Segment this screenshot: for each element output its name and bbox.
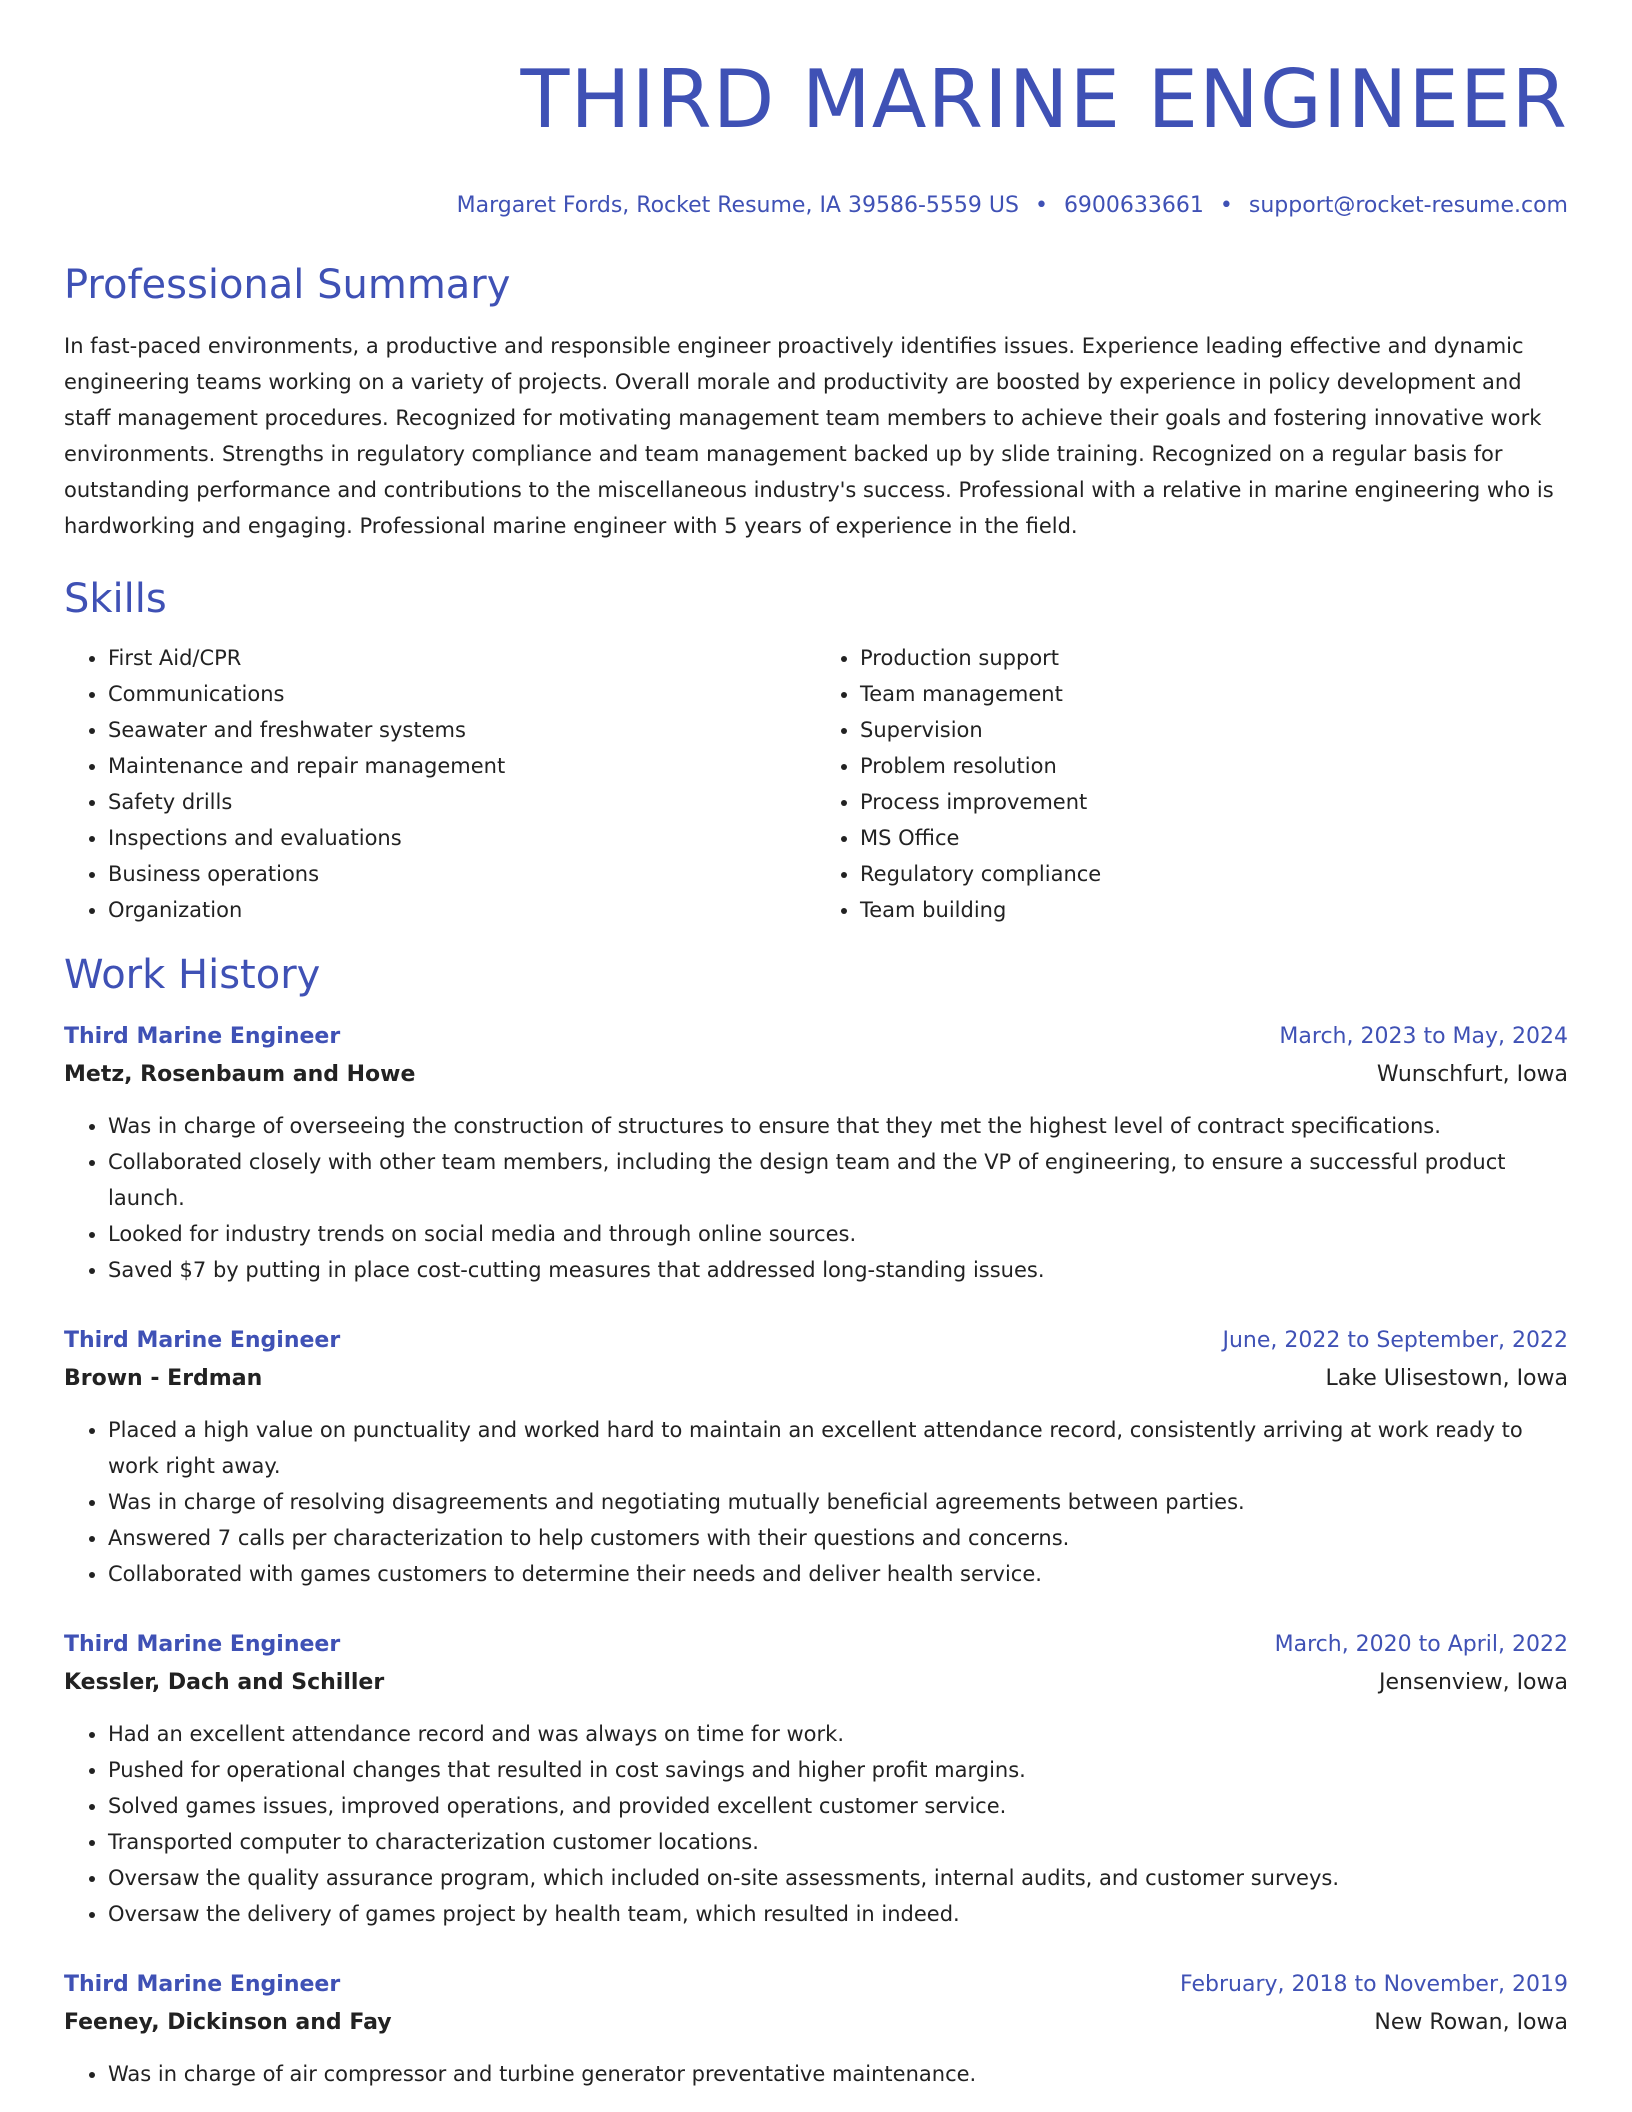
- skill-item: • Business operations: [108, 856, 816, 892]
- job-bullets: [64, 1412, 1568, 1592]
- job-location: Wunschfurt, Iowa: [1376, 1062, 1568, 1087]
- skill-item: • Team building: [860, 892, 1568, 928]
- skill-item: • First Aid/CPR: [108, 640, 816, 676]
- job-company-row: [64, 1360, 1568, 1398]
- job-company: Metz, Rosenbaum and Howe: [64, 1062, 416, 1087]
- job-bullet: • Placed a high value on punctuality and worked hard to maintain an excellent attendance record, consistently arriving at work ready to work right away.: [108, 1412, 1568, 1484]
- skill-item: • Regulatory compliance: [860, 856, 1568, 892]
- job-bullet: • Solved games issues, improved operations, and provided excellent customer service.: [108, 1788, 1568, 1824]
- job-entry: [64, 1626, 1568, 1932]
- job-dates: February, 2018 to November, 2019: [1180, 1972, 1568, 1997]
- job-company-row: [64, 1664, 1568, 1702]
- job-bullet: • Had an excellent attendance record and was always on time for work.: [108, 1716, 1568, 1752]
- job-location: Lake Ulisestown, Iowa: [1325, 1366, 1568, 1391]
- skill-item: • MS Office: [860, 820, 1568, 856]
- job-entry: [64, 1322, 1568, 1592]
- job-company: Kessler, Dach and Schiller: [64, 1670, 385, 1695]
- skill-item: • Maintenance and repair management: [108, 748, 816, 784]
- contact-phone[interactable]: 6900633661: [1063, 193, 1204, 218]
- summary-heading: Professional Summary: [64, 262, 511, 308]
- job-location: Jensenview, Iowa: [1379, 1670, 1568, 1695]
- job-bullets: [64, 2056, 1568, 2092]
- work-history-heading: Work History: [64, 952, 321, 998]
- contact-email[interactable]: support@rocket-resume.com: [1248, 193, 1568, 218]
- job-title: Third Marine Engineer: [64, 1024, 341, 1049]
- summary-text: In fast-paced environments, a productive and responsible engineer proactively identifies issues. Experience leading effective and dynamic engineering teams working on a variety of projects. Overall morale and productivity are boosted by experience in policy development and staff management procedures. Recognized for motivating management team members to achieve their goals and fostering innovative work environments. Strengths in regulatory compliance and team management backed up by slide training. Recognized on a regular basis for outstanding performance and contributions to the miscellaneous industry's success. Professional with a relative in marine engineering who is hardworking and engaging. Professional marine engineer with 5 years of experience in the field.: [64, 334, 1554, 538]
- job-title: Third Marine Engineer: [64, 1972, 341, 1997]
- job-bullet: • Was in charge of air compressor and turbine generator preventative maintenance.: [108, 2056, 1568, 2092]
- job-company-row: [64, 1056, 1568, 1094]
- skills-grid: [64, 640, 1568, 928]
- job-header-row: [64, 1966, 1568, 2004]
- contact-info: [64, 190, 1568, 222]
- job-entry: [64, 1018, 1568, 1288]
- job-bullet: • Was in charge of resolving disagreements and negotiating mutually beneficial agreements between parties.: [108, 1484, 1568, 1520]
- skill-item: • Team management: [860, 676, 1568, 712]
- contact-address: Margaret Fords, Rocket Resume, IA 39586-5559 US: [456, 193, 1019, 218]
- job-bullets: [64, 1108, 1568, 1288]
- job-bullet: • Answered 7 calls per characterization to help customers with their questions and concerns.: [108, 1520, 1568, 1556]
- job-dates: June, 2022 to September, 2022: [1222, 1328, 1568, 1353]
- skill-item: • Supervision: [860, 712, 1568, 748]
- skill-item: • Inspections and evaluations: [108, 820, 816, 856]
- contact-separator: •: [1219, 193, 1233, 218]
- skill-item: • Production support: [860, 640, 1568, 676]
- job-header-row: [64, 1626, 1568, 1664]
- skill-item: • Safety drills: [108, 784, 816, 820]
- job-bullet: • Collaborated closely with other team members, including the design team and the VP of engineering, to ensure a successful product launch.: [108, 1144, 1568, 1216]
- skills-heading: Skills: [64, 576, 167, 622]
- skills-right-column: [816, 640, 1568, 928]
- job-header-row: [64, 1018, 1568, 1056]
- job-entry: [64, 1966, 1568, 2092]
- contact-separator: •: [1034, 193, 1048, 218]
- job-company: Feeney, Dickinson and Fay: [64, 2010, 392, 2035]
- job-company: Brown - Erdman: [64, 1366, 263, 1391]
- skill-item: • Process improvement: [860, 784, 1568, 820]
- job-bullet: • Oversaw the delivery of games project by health team, which resulted in indeed.: [108, 1896, 1568, 1932]
- job-bullet: • Pushed for operational changes that resulted in cost savings and higher profit margins.: [108, 1752, 1568, 1788]
- job-bullet: • Saved $7 by putting in place cost-cutting measures that addressed long-standing issues.: [108, 1252, 1568, 1288]
- job-dates: March, 2020 to April, 2022: [1274, 1632, 1568, 1657]
- job-location: New Rowan, Iowa: [1374, 2010, 1568, 2035]
- job-bullets: [64, 1716, 1568, 1932]
- skill-item: • Seawater and freshwater systems: [108, 712, 816, 748]
- job-title: Third Marine Engineer: [64, 1632, 341, 1657]
- job-bullet: • Oversaw the quality assurance program, which included on-site assessments, internal audits, and customer surveys.: [108, 1860, 1568, 1896]
- skills-left-column: [64, 640, 816, 928]
- job-dates: March, 2023 to May, 2024: [1279, 1024, 1568, 1049]
- job-bullet: • Looked for industry trends on social media and through online sources.: [108, 1216, 1568, 1252]
- skill-item: • Communications: [108, 676, 816, 712]
- job-bullet: • Was in charge of overseeing the construction of structures to ensure that they met the highest level of contract specifications.: [108, 1108, 1568, 1144]
- job-bullet: • Transported computer to characterization customer locations.: [108, 1824, 1568, 1860]
- job-bullet: • Collaborated with games customers to determine their needs and deliver health service.: [108, 1556, 1568, 1592]
- job-company-row: [64, 2004, 1568, 2042]
- job-header-row: [64, 1322, 1568, 1360]
- skill-item: • Problem resolution: [860, 748, 1568, 784]
- skill-item: • Organization: [108, 892, 816, 928]
- resume-title: THIRD MARINE ENGINEER: [520, 53, 1568, 146]
- job-title: Third Marine Engineer: [64, 1328, 341, 1353]
